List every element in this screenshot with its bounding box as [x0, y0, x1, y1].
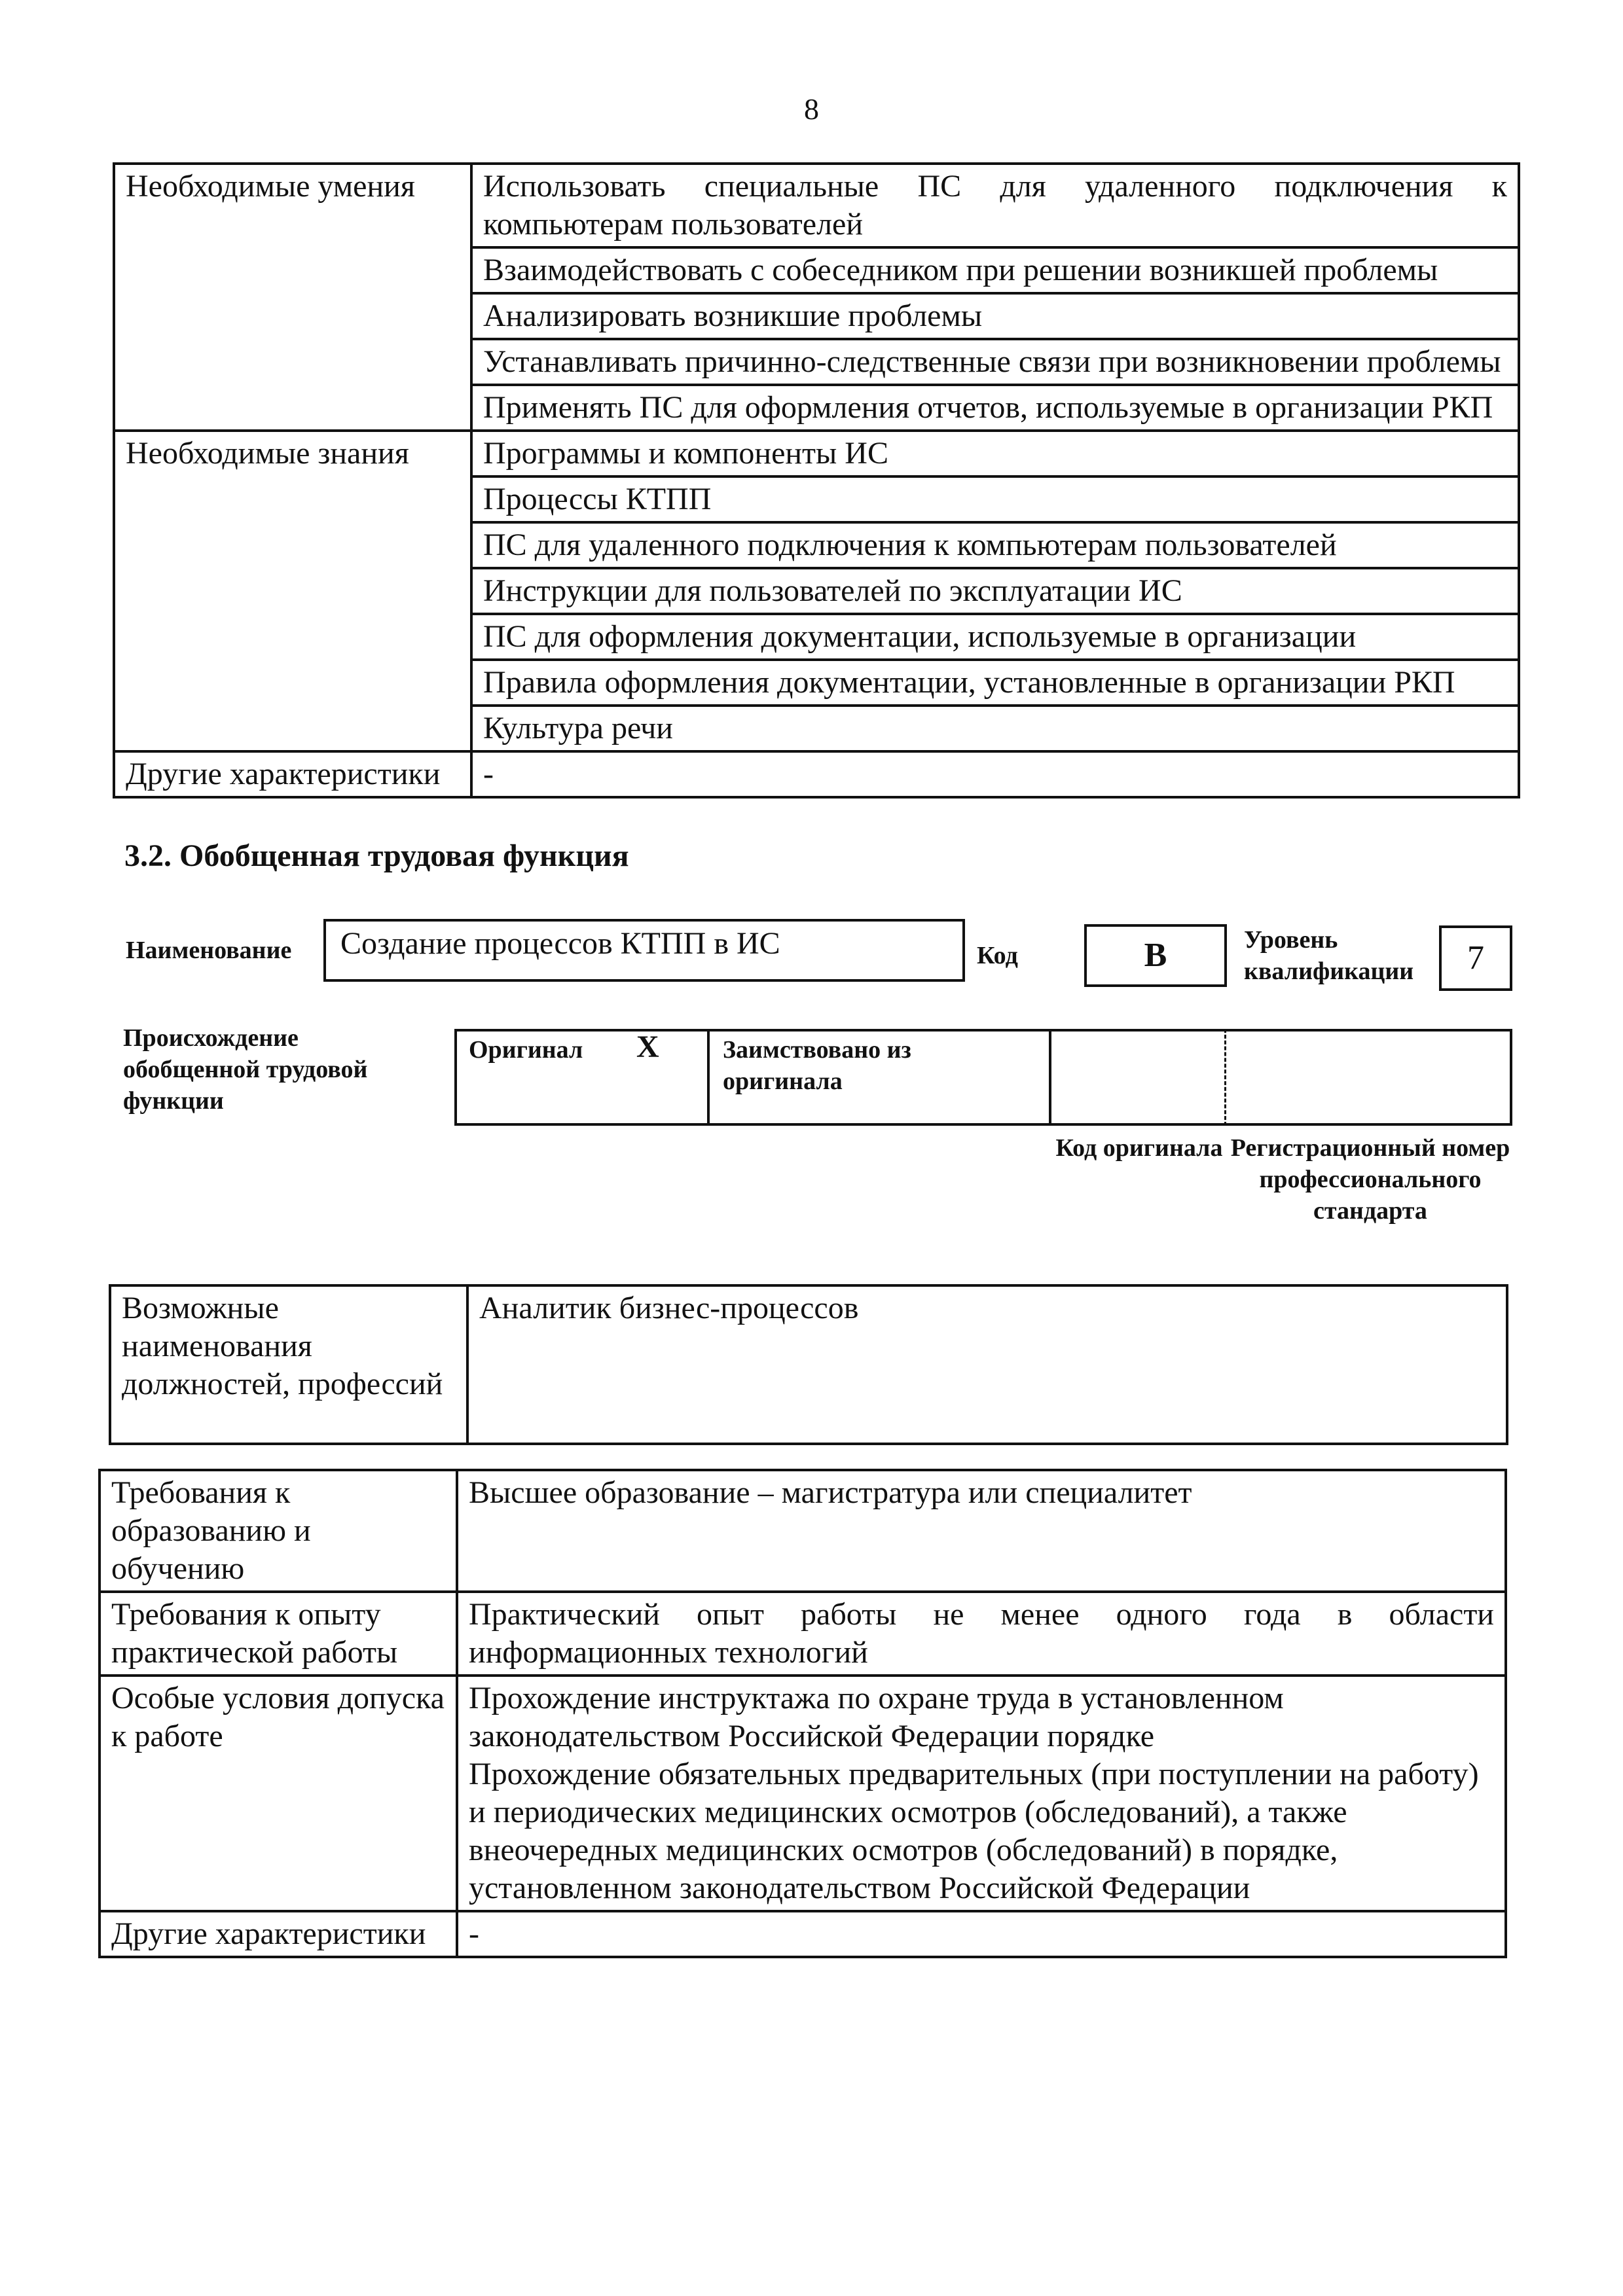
knowledge-item: Процессы КТПП — [471, 476, 1519, 522]
skills-knowledge-table — [113, 162, 1520, 798]
borrowed-label: Заимствовано из оригинала — [723, 1036, 911, 1095]
origin-dashed-divider — [1224, 1029, 1226, 1126]
other-characteristics-value: - — [471, 751, 1519, 797]
name-label: Наименование — [126, 937, 292, 964]
positions-label: Возможные наименования должностей, профессий — [110, 1285, 467, 1444]
skill-item: Использовать специальные ПС для удаленного подключения к компьютерам пользователей — [471, 164, 1519, 247]
knowledge-item: ПС для удаленного подключения к компьютерам пользователей — [471, 522, 1519, 568]
original-label: Оригинал — [469, 1036, 583, 1064]
level-label: Уровень квалификации — [1244, 926, 1414, 985]
education-label: Требования к образованию и обучению — [100, 1470, 457, 1592]
positions-table — [109, 1284, 1508, 1445]
conditions-label: Особые условия допуска к работе — [100, 1676, 457, 1911]
skill-item: Устанавливать причинно-следственные связи при возникновении проблемы — [471, 339, 1519, 385]
conditions-value — [457, 1676, 1506, 1911]
origin-divider — [1049, 1029, 1051, 1126]
knowledge-item: Программы и компоненты ИС — [471, 431, 1519, 476]
skills-label: Необходимые умения — [114, 164, 471, 431]
code-value-box: B — [1084, 924, 1227, 987]
knowledge-label: Необходимые знания — [114, 431, 471, 751]
other-characteristics-label: Другие характеристики — [114, 751, 471, 797]
experience-label: Требования к опыту практической работы — [100, 1592, 457, 1676]
skill-item: Применять ПС для оформления отчетов, используемые в организации РКП — [471, 385, 1519, 431]
section-title: 3.2. Обобщенная трудовая функция — [124, 838, 629, 873]
code-original-caption: Код оригинала — [1055, 1134, 1223, 1162]
knowledge-item: Инструкции для пользователей по эксплуатации ИС — [471, 568, 1519, 614]
experience-value: Практический опыт работы не менее одного года в области информационных технологий — [457, 1592, 1506, 1676]
knowledge-item: Правила оформления документации, установленные в организации РКП — [471, 660, 1519, 706]
other-requirements-label: Другие характеристики — [100, 1911, 457, 1957]
other-requirements-value: - — [457, 1911, 1506, 1957]
knowledge-item: Культура речи — [471, 706, 1519, 751]
education-value: Высшее образование – магистратура или специалитет — [457, 1470, 1506, 1592]
origin-label: Происхождение обобщенной трудовой функции — [123, 1024, 368, 1115]
positions-value: Аналитик бизнес-процессов — [467, 1285, 1507, 1444]
level-value-box: 7 — [1439, 925, 1512, 991]
condition-item: Прохождение инструктажа по охране труда в установленном законодательством Российской Федерации порядке — [469, 1681, 1284, 1753]
original-mark: X — [636, 1030, 659, 1064]
code-label: Код — [977, 942, 1018, 969]
origin-divider — [707, 1029, 710, 1126]
condition-item: Прохождение обязательных предварительных (при поступлении на работу) и периодических медицинских осмотров (обследований), а также внеочередных медицинских осмотров (обследований) в порядке, установленном законодательством Российской Федерации — [469, 1757, 1479, 1905]
skill-item: Взаимодействовать с собеседником при решении возникшей проблемы — [471, 247, 1519, 293]
skill-item: Анализировать возникшие проблемы — [471, 293, 1519, 339]
page-number: 8 — [804, 92, 819, 126]
reg-number-caption: Регистрационный номер профессионального стандарта — [1230, 1134, 1510, 1225]
requirements-table — [98, 1469, 1507, 1958]
knowledge-item: ПС для оформления документации, используемые в организации — [471, 614, 1519, 660]
function-name-box: Создание процессов КТПП в ИС — [323, 919, 965, 982]
